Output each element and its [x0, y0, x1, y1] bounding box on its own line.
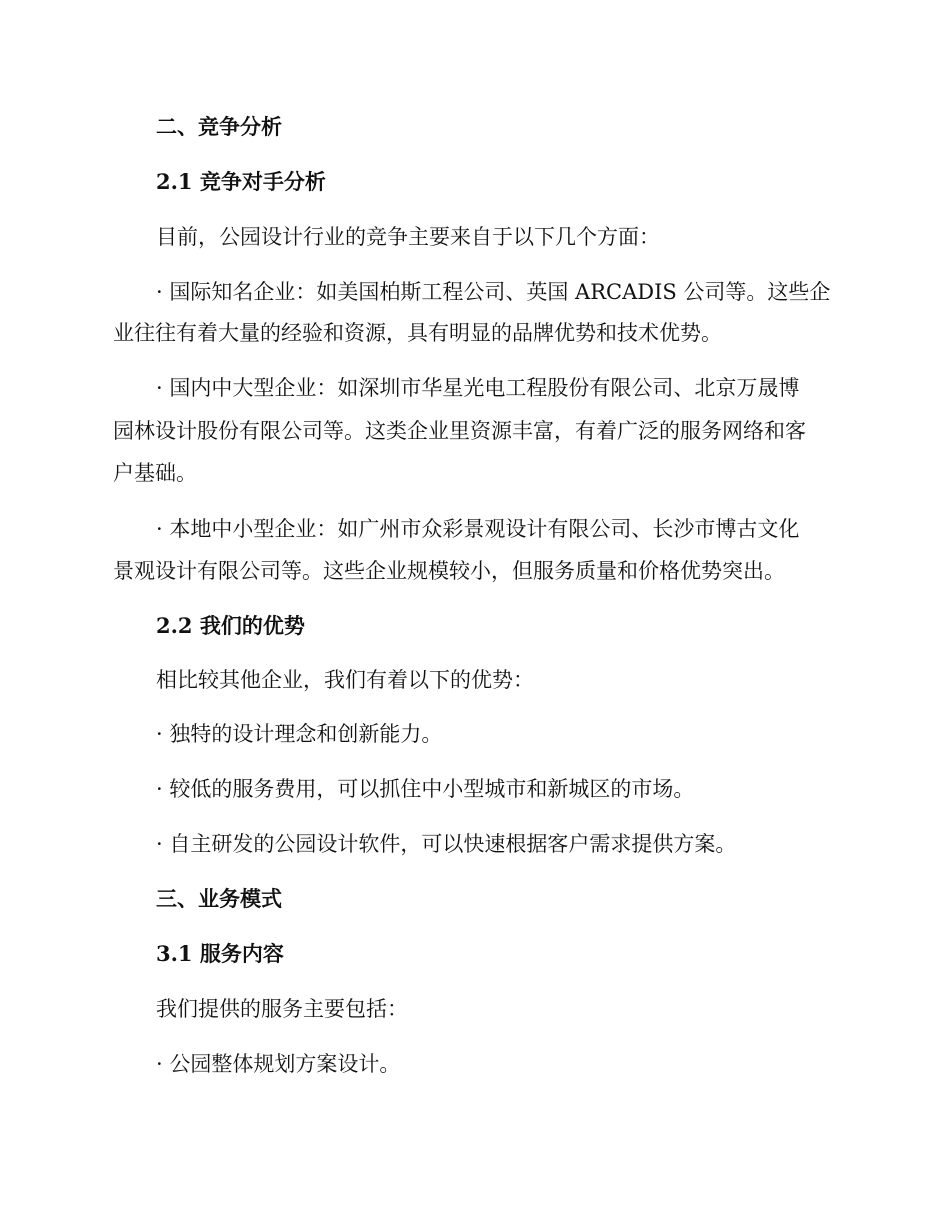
- paragraph: 我们提供的服务主要包括：: [156, 997, 408, 1021]
- bullet-line: · 国际知名企业：如美国柏斯工程公司、英国 ARCADIS 公司等。这些企: [156, 280, 831, 304]
- bullet-line-continuation: 景观设计有限公司等。这些企业规模较小，但服务质量和价格优势突出。: [113, 559, 785, 583]
- bullet-line-continuation: 园林设计股份有限公司等。这类企业里资源丰富，有着广泛的服务网络和客: [113, 419, 806, 443]
- bullet-line: · 较低的服务费用，可以抓住中小型城市和新城区的市场。: [156, 777, 695, 801]
- section-heading: 二、竞争分析: [156, 114, 282, 139]
- bullet-line: · 公园整体规划方案设计。: [156, 1052, 401, 1076]
- subsection-heading: 2.2 我们的优势: [156, 613, 305, 638]
- paragraph: 目前，公园设计行业的竞争主要来自于以下几个方面：: [156, 225, 660, 249]
- bullet-line: · 独特的设计理念和创新能力。: [156, 722, 443, 746]
- paragraph: 相比较其他企业，我们有着以下的优势：: [156, 668, 534, 692]
- bullet-line-continuation: 户基础。: [113, 461, 197, 485]
- bullet-line: · 本地中小型企业：如广州市众彩景观设计有限公司、长沙市博古文化: [156, 517, 800, 541]
- bullet-line: · 自主研发的公园设计软件，可以快速根据客户需求提供方案。: [156, 832, 737, 856]
- bullet-line-continuation: 业往往有着大量的经验和资源，具有明显的品牌优势和技术优势。: [113, 321, 722, 345]
- subsection-heading: 2.1 竞争对手分析: [156, 169, 326, 194]
- subsection-heading: 3.1 服务内容: [156, 941, 284, 966]
- section-heading: 三、业务模式: [156, 886, 282, 911]
- bullet-line: · 国内中大型企业：如深圳市华星光电工程股份有限公司、北京万晟博: [156, 376, 800, 400]
